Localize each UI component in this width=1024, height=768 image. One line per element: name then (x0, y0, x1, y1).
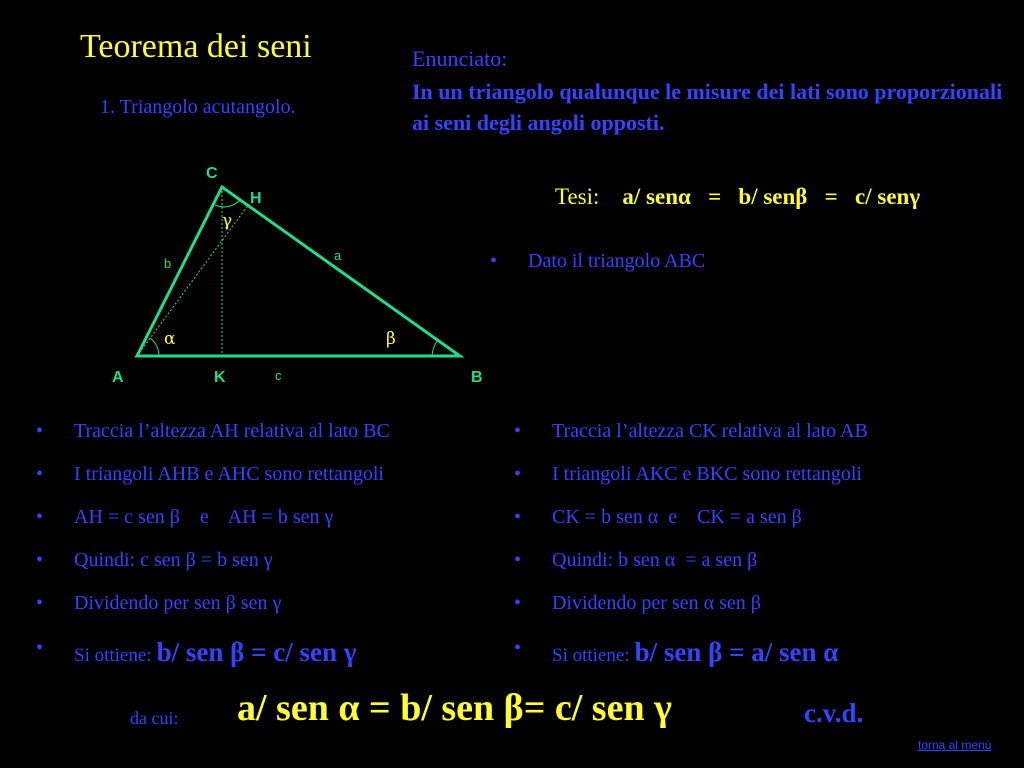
vertex-c-label: C (206, 165, 218, 182)
left-step-1: • Traccia l’altezza AH relativa al lato BC (36, 420, 390, 463)
enunciato-text: In un triangolo qualunque le misure dei lati sono proporzionali ai seni degli angoli opposti. (412, 79, 1003, 135)
right-result-label: Si ottiene: (552, 645, 630, 666)
angle-arc-beta (432, 340, 438, 356)
page-title: Teorema dei seni (80, 28, 312, 65)
dato-item: • Dato il triangolo ABC (490, 250, 705, 293)
angle-arc-alpha (150, 338, 159, 356)
right-result (514, 637, 868, 668)
left-step-4: • Quindi: c sen β = b sen γ (36, 549, 390, 592)
subtitle: 1. Triangolo acutangolo. (100, 96, 296, 118)
vertex-k-label: K (214, 369, 226, 386)
vertex-b-label: B (471, 369, 483, 386)
right-steps-list (514, 420, 868, 668)
enunciato-label: Enunciato: (412, 46, 508, 71)
right-step-2: • I triangoli AKC e BKC sono rettangoli (514, 463, 868, 506)
side-c-label: c (275, 368, 282, 383)
angle-beta-label: β (386, 329, 396, 349)
left-result-formula: b/ sen β = c/ sen γ (156, 637, 357, 667)
right-step-4: • Quindi: b sen α = a sen β (514, 549, 868, 592)
left-step-3: • AH = c sen β e AH = b sen γ (36, 506, 390, 549)
left-step-5: • Dividendo per sen β sen γ (36, 592, 390, 635)
left-result-label: Si ottiene: (74, 645, 152, 666)
altitude-ah (137, 204, 249, 356)
tesi-formula: a/ senα = b/ senβ = c/ senγ (622, 184, 921, 209)
right-result-formula: b/ sen β = a/ sen α (634, 637, 839, 667)
right-step-3: • CK = b sen α e CK = a sen β (514, 506, 868, 549)
cvd-label: c.v.d. (804, 698, 864, 728)
back-to-menu-link[interactable]: torna al menù (918, 738, 992, 752)
left-steps-list (36, 420, 390, 668)
right-step-5: • Dividendo per sen α sen β (514, 592, 868, 635)
right-step-1: • Traccia l’altezza CK relativa al lato AB (514, 420, 868, 463)
vertex-h-label: H (250, 190, 262, 207)
conclusion-label: da cui: (130, 708, 179, 728)
conclusion-formula: a/ sen α = b/ sen β= c/ sen γ (237, 687, 672, 729)
angle-gamma-label: γ (222, 211, 233, 231)
side-a-label: a (334, 248, 342, 263)
angle-arc-gamma (215, 200, 240, 207)
tesi-label: Tesi: (555, 184, 600, 209)
left-result (36, 637, 390, 668)
side-b-label: b (164, 256, 172, 271)
vertex-a-label: A (112, 369, 124, 386)
angle-alpha-label: α (164, 329, 176, 349)
triangle-abc (137, 187, 460, 356)
left-step-2: • I triangoli AHB e AHC sono rettangoli (36, 463, 390, 506)
